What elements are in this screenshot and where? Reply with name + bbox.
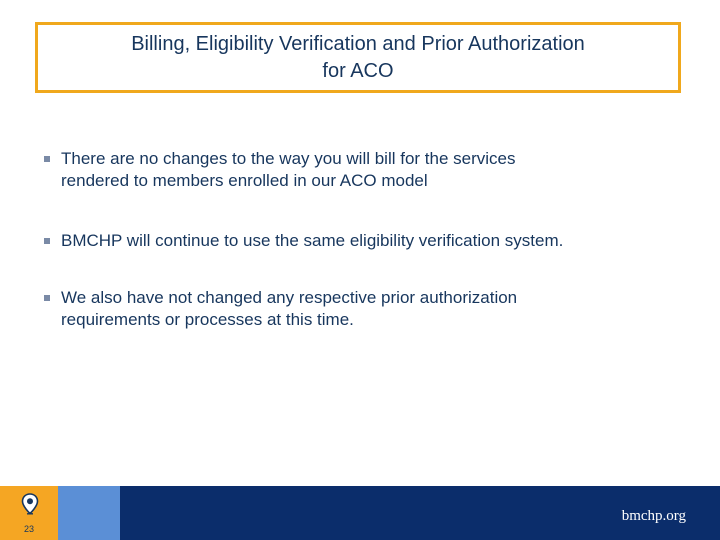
bullet-text-line-1: We also have not changed any respective prior authorization [61, 288, 518, 307]
bullet-item [44, 148, 664, 192]
bullet-item [44, 230, 664, 252]
bullet-text-line-2: rendered to members enrolled in our ACO model [61, 171, 428, 190]
footer-page-block [0, 486, 58, 540]
slide-title-line-2: for ACO [322, 59, 394, 82]
slide-title-box [35, 22, 681, 93]
slide-title-line-1: Billing, Eligibility Verification and Prior Authorization [131, 32, 585, 55]
bullet-text-line-1: BMCHP will continue to use the same eligibility verification system. [61, 231, 564, 250]
bullet-marker [44, 295, 50, 301]
bullet-item [44, 287, 664, 331]
bullet-text-line-2: requirements or processes at this time. [61, 310, 354, 329]
page-number: 23 [23, 524, 34, 534]
site-url: bmchp.org [621, 508, 686, 524]
bullet-text-line-1: There are no changes to the way you will bill for the services [61, 149, 516, 168]
footer-bar [0, 486, 720, 540]
footer-accent-block [58, 486, 120, 540]
location-pin-icon [21, 493, 39, 515]
bullet-marker [44, 238, 50, 244]
bullet-marker [44, 156, 50, 162]
